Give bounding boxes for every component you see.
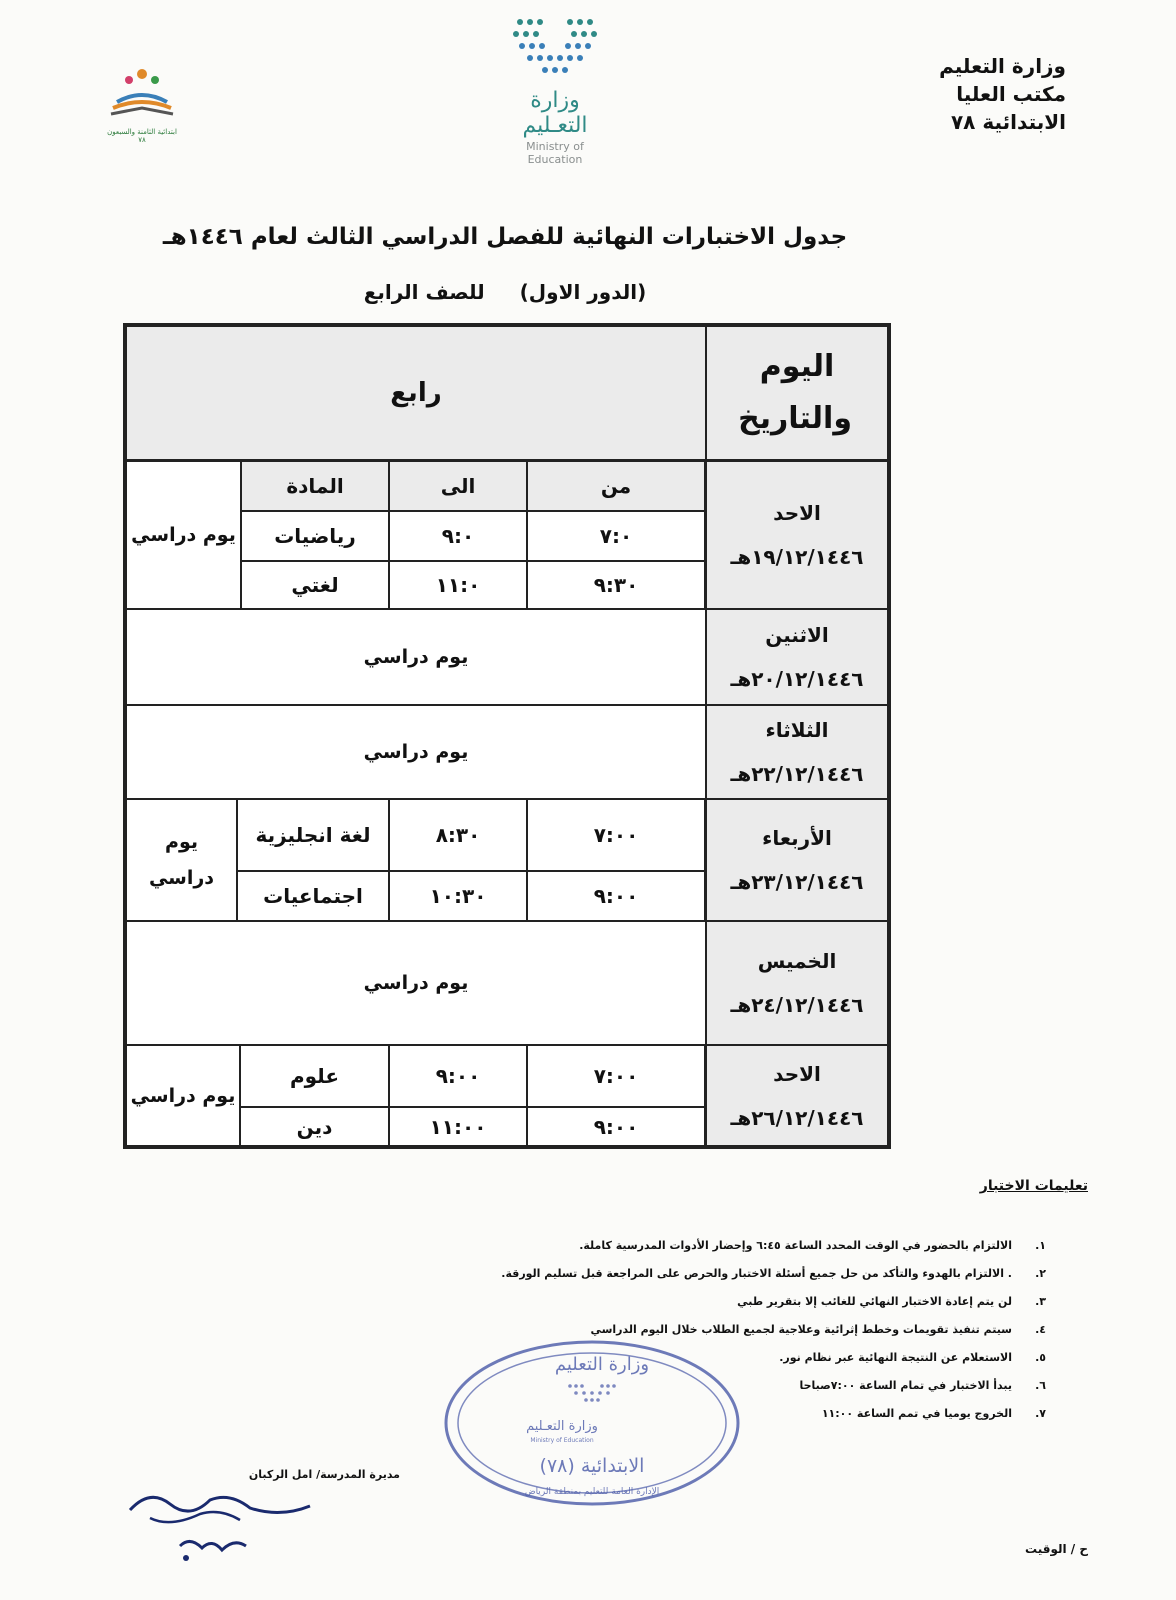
exam-subject <box>239 1106 390 1147</box>
exam-to-text: ٩:٠٠ <box>435 1064 481 1088</box>
exam-from-text: ٧:٠٠ <box>593 823 639 847</box>
day-date: ١٩/١٢/١٤٤٦هـ <box>730 545 864 569</box>
exam-from <box>526 1044 706 1108</box>
exam-to <box>388 1106 528 1147</box>
stamp-bottom-text: الإدارة العامة للتعليم بمنطقة الرياض <box>524 1487 660 1497</box>
study-day-text-line2: دراسي <box>148 867 215 889</box>
exam-to-text: ٩:٠ <box>441 524 475 548</box>
instruction-number: ٧. <box>1035 1407 1046 1420</box>
exam-subject <box>240 560 390 610</box>
day-cell-5 <box>705 920 889 1046</box>
study-day-text: يوم دراسي <box>363 972 469 994</box>
day-cell-6 <box>705 1044 889 1147</box>
exam-from-text: ٧:٠ <box>599 524 633 548</box>
page-subtitle <box>150 280 860 304</box>
day-name: الاحد <box>773 501 821 525</box>
exam-from-text: ٩:٠٠ <box>593 884 639 908</box>
stamp-middle-text: الابتدائية (٧٨) <box>539 1455 645 1477</box>
day-date: ٢٦/١٢/١٤٤٦هـ <box>730 1105 864 1130</box>
col-from-text: من <box>600 474 632 498</box>
day-name: الاثنين <box>765 623 829 647</box>
exam-subject <box>236 798 390 872</box>
instruction-text: . الالتزام بالهدوء والتأكد من حل جميع أسئلة الاختبار والحرص على المراجعة قبل تسليم الورقة. <box>501 1267 1012 1280</box>
day-name: الثلاثاء <box>765 718 829 742</box>
school-logo <box>92 62 192 152</box>
instructions-title: تعليمات الاختبار <box>979 1178 1088 1194</box>
instruction-number: ١. <box>1035 1239 1046 1252</box>
principal-name: مديرة المدرسة/ امل الركبان <box>248 1468 400 1481</box>
col-subject-header <box>240 460 390 512</box>
instruction-number: ٦. <box>1035 1379 1046 1392</box>
day-date-header-text: اليوم والتاريخ <box>738 349 852 436</box>
study-day-note <box>125 798 238 922</box>
stamp-top-text: وزارة التعليم <box>554 1354 650 1375</box>
day-date: ٢٣/١٢/١٤٤٦هـ <box>730 870 864 894</box>
exam-to <box>388 1044 528 1108</box>
office-name: مكتب العليا <box>956 82 1066 106</box>
ministry-logo <box>500 14 610 164</box>
footer-text: ح / الوقيت <box>1025 1542 1088 1556</box>
header-info <box>806 52 1066 136</box>
school-name: الابتدائية ٧٨ <box>950 110 1066 134</box>
instruction-number: ٢. <box>1035 1267 1046 1280</box>
exam-from <box>526 870 706 922</box>
study-day-text: يوم دراسي <box>363 741 469 763</box>
exam-subject-text: دين <box>296 1114 333 1139</box>
exam-from-text: ٩:٣٠ <box>593 573 639 597</box>
exam-to <box>388 560 528 610</box>
day-cell-2 <box>705 608 889 706</box>
instruction-text: يبدأ الاختبار في تمام الساعة ٧:٠٠صباحا <box>799 1379 1012 1392</box>
exam-subject-text: لغة انجليزية <box>255 823 371 847</box>
exam-from <box>526 510 706 562</box>
logo-english-text: Ministry of Education <box>526 140 584 166</box>
stamp-logo-ar: وزارة التعـليم <box>526 1419 598 1434</box>
study-day-note <box>125 460 242 610</box>
instruction-item <box>446 1260 1046 1288</box>
exam-subject <box>239 1044 390 1108</box>
exam-to <box>388 798 528 872</box>
day-cell-4 <box>705 798 889 922</box>
col-to-header <box>388 460 528 512</box>
day-date: ٢٠/١٢/١٤٤٦هـ <box>730 667 864 691</box>
exam-from <box>526 1106 706 1147</box>
exam-subject-text: علوم <box>289 1064 340 1088</box>
exam-to <box>388 870 528 922</box>
study-day-note <box>125 608 707 706</box>
day-date: ٢٤/١٢/١٤٤٦هـ <box>730 993 864 1017</box>
day-date: ٢٢/١٢/١٤٤٦هـ <box>730 762 864 786</box>
instruction-number: ٥. <box>1035 1351 1046 1364</box>
day-name: الأربعاء <box>762 826 832 850</box>
exam-from <box>526 798 706 872</box>
exam-subject-text: اجتماعيات <box>263 884 363 908</box>
grade-header <box>125 325 707 461</box>
exam-from-text: ٩:٠٠ <box>593 1114 639 1139</box>
logo-arabic-text: وزارة التعـليم <box>522 88 588 138</box>
exam-from-text: ٧:٠٠ <box>593 1064 639 1088</box>
study-day-note <box>125 1044 241 1147</box>
col-to-text: الى <box>440 474 476 498</box>
exam-from <box>526 560 706 610</box>
study-day-text-line1: يوم <box>165 831 198 853</box>
exam-to-text: ٨:٣٠ <box>435 823 481 847</box>
day-name: الاحد <box>773 1061 821 1086</box>
day-name: الخميس <box>757 949 837 973</box>
exam-subject-text: لغتي <box>291 573 339 597</box>
stamp-logo-en: Ministry of Education <box>530 1437 594 1444</box>
study-day-text: يوم دراسي <box>130 1084 236 1107</box>
exam-subject <box>240 510 390 562</box>
day-cell-3 <box>705 704 889 800</box>
page-title: جدول الاختبارات النهائية للفصل الدراسي الثالث لعام ١٤٤٦هـ <box>162 224 848 250</box>
instruction-number: ٣. <box>1035 1295 1046 1308</box>
exam-to-text: ١١:٠ <box>435 573 481 597</box>
school-logo-caption: ابتدائية الثامنة والسبعون <box>107 128 177 136</box>
study-day-note <box>125 920 707 1046</box>
instruction-text: الاستعلام عن النتيجة النهائية عبر نظام نور. <box>779 1351 1012 1364</box>
instruction-text: لن يتم إعادة الاختبار النهائي للغائب إلا بتقرير طبي <box>737 1295 1012 1308</box>
study-day-note <box>125 704 707 800</box>
exam-subject-text: رياضيات <box>274 524 356 548</box>
grade-label: للصف الرابع <box>363 280 485 304</box>
day-date-header <box>705 325 889 461</box>
school-stamp <box>442 1338 742 1508</box>
ministry-dots-icon <box>500 14 610 82</box>
study-day-text: يوم دراسي <box>131 524 236 546</box>
instruction-text: الالتزام بالحضور في الوقت المحدد الساعة ٦:٤٥ وإحضار الأدوات المدرسية كاملة. <box>579 1239 1012 1252</box>
exam-to <box>388 510 528 562</box>
instruction-item <box>446 1288 1046 1316</box>
grade-header-text: رابع <box>390 378 442 408</box>
ministry-name: وزارة التعليم <box>939 54 1066 78</box>
instruction-item <box>446 1232 1046 1260</box>
instruction-number: ٤. <box>1035 1323 1046 1336</box>
exam-round: (الدور الاول) <box>519 280 647 304</box>
school-logo-number: ٧٨ <box>138 136 146 144</box>
exam-to-text: ١١:٠٠ <box>429 1114 487 1139</box>
exam-to-text: ١٠:٣٠ <box>429 884 487 908</box>
instruction-text: سيتم تنفيذ تقويمات وخطط إثرائية وعلاجية لجميع الطلاب خلال اليوم الدراسي <box>590 1323 1012 1336</box>
instruction-text: الخروج يوميا في تمم الساعة ١١:٠٠ <box>821 1407 1012 1420</box>
day-cell-1 <box>705 460 889 610</box>
book-children-icon <box>97 62 187 122</box>
handwritten-signature <box>110 1478 320 1568</box>
col-from-header <box>526 460 706 512</box>
study-day-text: يوم دراسي <box>363 646 469 668</box>
exam-subject <box>236 870 390 922</box>
col-subject-text: المادة <box>286 474 344 498</box>
